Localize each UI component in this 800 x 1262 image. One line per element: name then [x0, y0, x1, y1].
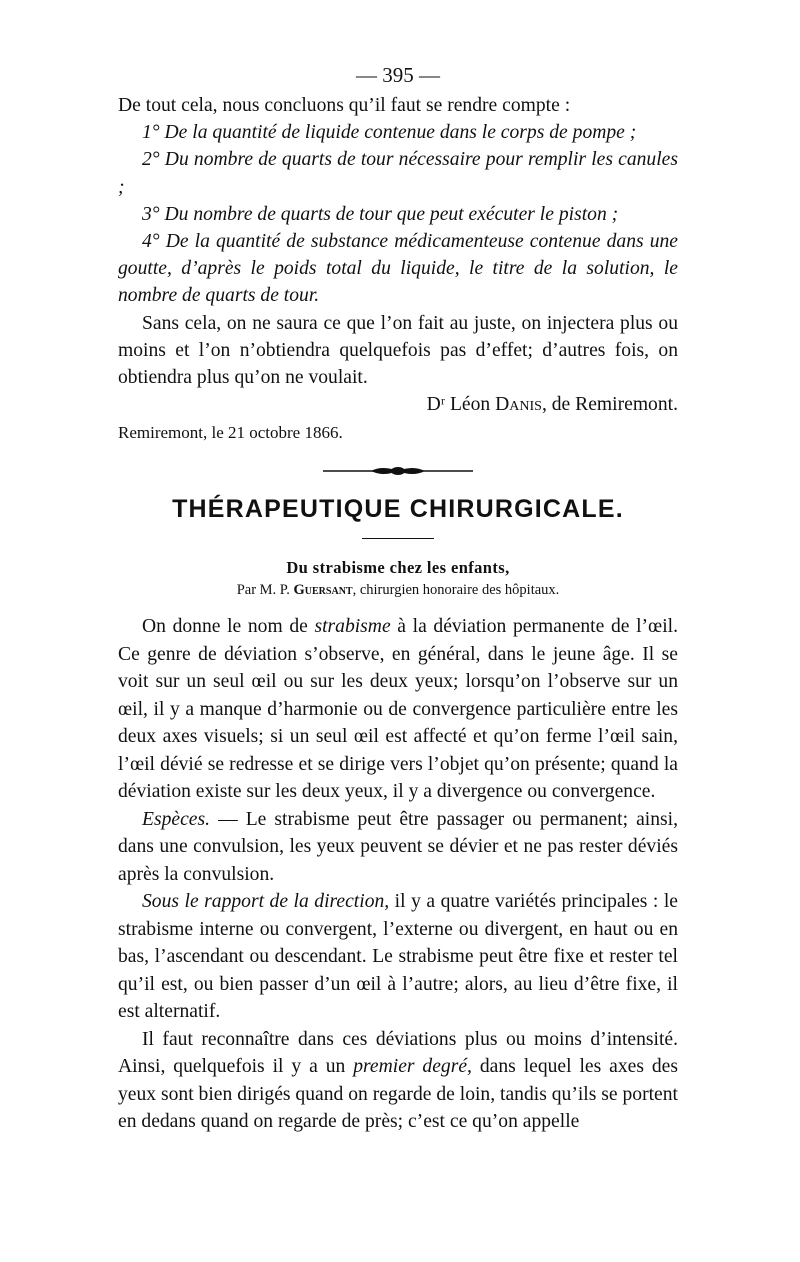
p3-text: il y a quatre variétés principales : le strabisme interne ou convergent, l’externe ou divergent, en haut ou en bas, l’ascendant ou descendant. Le strabisme peut être fixe et rester tel qu’il est, ou bien passer d’un œil à l’autre; alors, au lieu d’être fixe, il est alternatif.	[118, 891, 678, 1023]
signature-suffix: , de Remiremont.	[541, 394, 678, 416]
p4-term: premier degré,	[353, 1056, 472, 1078]
ornament-icon	[323, 464, 473, 478]
list-item-4: 4° De la quantité de substance médicamenteuse contenue dans une goutte, d’après le poids total du liquide, le titre de la solution, le nombre de quarts de tour.	[118, 231, 678, 307]
author-name: Guersant	[293, 582, 353, 599]
author-line	[118, 579, 678, 601]
ornament-divider	[118, 460, 678, 482]
article-title: Du strabisme chez les enfants,	[286, 558, 510, 578]
section-heading: THÉRAPEUTIQUE CHIRURGICALE.	[172, 495, 624, 524]
page-number: — 395 —	[356, 63, 440, 87]
list-item-2: 2° Du nombre de quarts de tour nécessaire pour remplir les canules ;	[118, 149, 678, 198]
author-prefix: Par M. P.	[236, 582, 294, 599]
intro-sentence: De tout cela, nous concluons qu’il faut se rendre compte :	[118, 95, 571, 116]
signature-name: Danis	[495, 394, 542, 416]
p4-text-b: dans lequel les axes des yeux sont bien dirigés quand on regarde de loin, tandis qu’ils se portent en dedans quand on regarde de près; c’est ce qu’on appelle	[118, 1056, 678, 1133]
dateline: Remiremont, le 21 octobre 1866.	[118, 423, 343, 443]
p2-text: — Le strabisme peut être passager ou permanent; ainsi, dans une convulsion, les yeux peuvent se dévier et ne pas rester déviés après la convulsion.	[118, 808, 678, 885]
paragraph-intensity	[118, 1026, 678, 1136]
p4-text-a: Il faut reconnaître dans ces déviations plus ou moins d’intensité. Ainsi, quelquefois il y a un	[118, 1028, 678, 1078]
closing-paragraph: Sans cela, on ne saura ce que l’on fait au juste, on injectera plus ou moins et l’on n’obtiendra quelquefois pas d’effet; d’autres fois, on obtiendra plus qu’on ne voulait.	[118, 312, 678, 389]
page	[118, 58, 678, 1136]
list-item-1: 1° De la quantité de liquide contenue dans le corps de pompe ;	[142, 122, 637, 144]
p1-text-a: On donne le nom de	[142, 616, 315, 638]
p3-lead: Sous le rapport de la direction,	[142, 891, 390, 913]
heading-rule	[362, 538, 434, 539]
paragraph-definition	[118, 613, 678, 806]
article-body	[118, 613, 678, 1136]
p2-lead: Espèces.	[142, 808, 211, 830]
paragraph-direction	[118, 888, 678, 1026]
p1-term: strabisme	[314, 616, 391, 638]
author-suffix: , chirurgien honoraire des hôpitaux.	[352, 582, 560, 599]
list-item-3: 3° Du nombre de quarts de tour que peut exécuter le piston ;	[142, 203, 619, 225]
signature	[118, 391, 678, 418]
signature-prefix: Dʳ Léon	[426, 394, 496, 416]
p1-text-b: à la déviation permanente de l’œil. Ce genre de déviation s’observe, en général, dans le jeune âge. Il se voit sur un seul œil ou sur les deux yeux; lorsqu’on l’observe sur un œil, il y a manque d’harmonie ou de convergence particulière entre les deux axes visuels; si un seul œil est affecté et qu’on ferme l’œil sain, l’œil dévié se redresse et se dirige vers l’objet qu’on présente; quand la déviation existe sur les deux yeux, il y a divergence ou convergence.	[118, 616, 678, 803]
paragraph-species	[118, 806, 678, 889]
